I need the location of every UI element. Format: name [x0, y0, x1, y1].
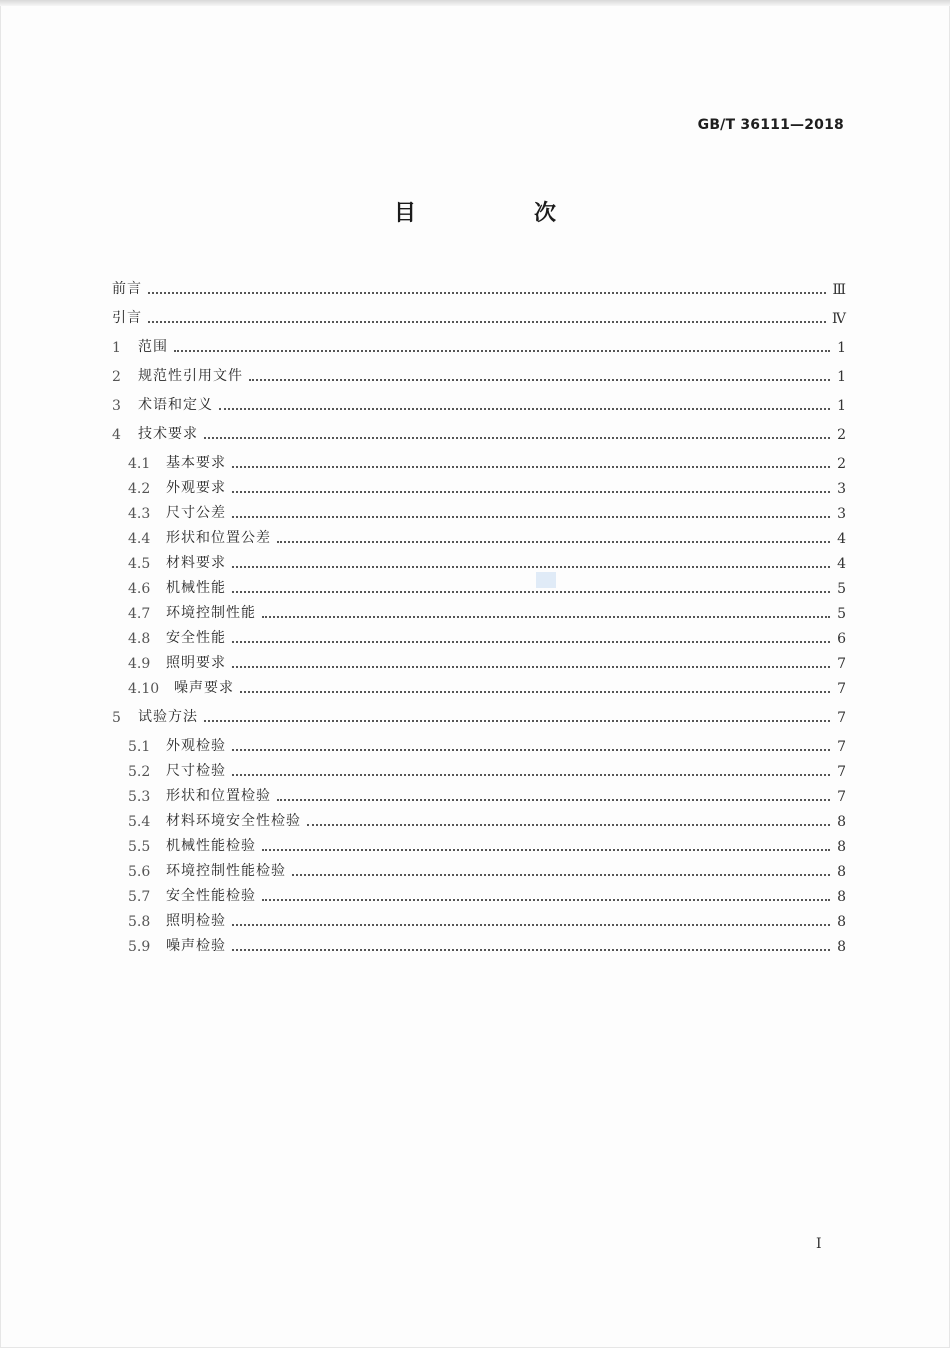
- toc-entry[interactable]: [112, 573, 846, 597]
- toc-dot-leader: [232, 491, 830, 493]
- toc-entry-number: 5.7: [128, 889, 151, 905]
- toc-entry[interactable]: [112, 781, 846, 805]
- toc-entry-label: 术语和定义: [138, 397, 213, 413]
- toc-dot-leader: [262, 899, 830, 901]
- toc-entry-label: 安全性能检验: [166, 888, 256, 904]
- toc-entry[interactable]: [112, 448, 846, 472]
- toc-entry-label: 规范性引用文件: [138, 368, 243, 384]
- scan-artifact: [536, 572, 556, 588]
- page-number: I: [816, 1236, 822, 1252]
- toc-entry[interactable]: [112, 756, 846, 780]
- toc-entry-page: 4: [837, 531, 846, 547]
- toc-entry-number: 5.6: [128, 864, 151, 880]
- toc-entry-page: 2: [837, 427, 846, 443]
- toc-entry-number: 3: [112, 398, 121, 414]
- toc-entry[interactable]: [112, 498, 846, 522]
- toc-entry-label: 技术要求: [138, 426, 198, 442]
- toc-dot-leader: [240, 691, 830, 693]
- toc-entry-label: 试验方法: [138, 709, 198, 725]
- scan-top-edge: [0, 0, 950, 6]
- toc-entry[interactable]: [112, 274, 846, 298]
- toc-entry-label: 机械性能: [166, 580, 226, 596]
- toc-dot-leader: [262, 849, 830, 851]
- toc-entry-label: 噪声要求: [174, 680, 234, 696]
- toc-entry-number: 4.6: [128, 581, 151, 597]
- toc-dot-leader: [232, 666, 830, 668]
- toc-entry-label: 照明检验: [166, 913, 226, 929]
- toc-entry-label: 引言: [112, 310, 142, 326]
- toc-entry-number: 5.4: [128, 814, 151, 830]
- toc-entry-label: 前言: [112, 281, 142, 297]
- toc-entry-number: 5.8: [128, 914, 151, 930]
- toc-entry[interactable]: [112, 831, 846, 855]
- toc-entry[interactable]: [112, 806, 846, 830]
- toc-dot-leader: [232, 749, 830, 751]
- toc-entry[interactable]: [112, 881, 846, 905]
- toc-entry-label: 尺寸检验: [166, 763, 226, 779]
- toc-entry-number: 4: [112, 427, 121, 443]
- toc-entry-number: 5.2: [128, 764, 151, 780]
- toc-dot-leader: [232, 566, 830, 568]
- toc-entry-page: 1: [837, 340, 846, 356]
- toc-dot-leader: [204, 720, 830, 722]
- toc-dot-leader: [262, 616, 830, 618]
- toc-entry-page: 7: [837, 710, 846, 726]
- toc-entry-page: Ⅳ: [832, 311, 846, 327]
- toc-entry[interactable]: [112, 702, 846, 726]
- toc-dot-leader: [204, 437, 830, 439]
- toc-entry[interactable]: [112, 473, 846, 497]
- toc-entry-label: 材料环境安全性检验: [166, 813, 301, 829]
- toc-entry-page: 8: [837, 889, 846, 905]
- toc-entry[interactable]: [112, 906, 846, 930]
- toc-dot-leader: [232, 949, 830, 951]
- toc-entry-page: 1: [837, 398, 846, 414]
- toc-entry-page: 7: [837, 739, 846, 755]
- toc-entry-label: 噪声检验: [166, 938, 226, 954]
- standard-code: GB/T 36111—2018: [697, 117, 844, 133]
- toc-entry[interactable]: [112, 931, 846, 955]
- toc-entry-number: 2: [112, 369, 121, 385]
- toc-dot-leader: [232, 924, 830, 926]
- toc-entry[interactable]: [112, 673, 846, 697]
- toc-entry-number: 4.9: [128, 656, 151, 672]
- toc-entry-number: 5: [112, 710, 121, 726]
- toc-entry-number: 5.5: [128, 839, 151, 855]
- toc-entry[interactable]: [112, 856, 846, 880]
- toc-entry-page: 8: [837, 814, 846, 830]
- toc-entry-page: 2: [837, 456, 846, 472]
- toc-entry[interactable]: [112, 361, 846, 385]
- toc-entry-label: 外观检验: [166, 738, 226, 754]
- toc-dot-leader: [292, 874, 830, 876]
- toc-entry-label: 机械性能检验: [166, 838, 256, 854]
- toc-entry-page: 4: [837, 556, 846, 572]
- toc-entry-number: 4.1: [128, 456, 151, 472]
- toc-title: 目 次: [393, 201, 604, 226]
- toc-dot-leader: [249, 379, 830, 381]
- toc-entry-page: 7: [837, 789, 846, 805]
- toc-entry-page: 1: [837, 369, 846, 385]
- toc-entry-label: 基本要求: [166, 455, 226, 471]
- toc-entry-label: 尺寸公差: [166, 505, 226, 521]
- toc-entry-page: 3: [837, 481, 846, 497]
- toc-entry[interactable]: [112, 648, 846, 672]
- toc-entry-page: 5: [837, 581, 846, 597]
- toc-entry-number: 5.9: [128, 939, 151, 955]
- toc-entry-page: 8: [837, 839, 846, 855]
- toc-dot-leader: [232, 641, 830, 643]
- toc-entry-page: 8: [837, 939, 846, 955]
- toc-entry-number: 4.4: [128, 531, 151, 547]
- toc-entry-number: 4.5: [128, 556, 151, 572]
- toc-dot-leader: [148, 321, 826, 323]
- toc-entry-page: 7: [837, 764, 846, 780]
- toc-entry-label: 形状和位置检验: [166, 788, 271, 804]
- toc-entry[interactable]: [112, 598, 846, 622]
- toc-dot-leader: [148, 292, 826, 294]
- toc-entry[interactable]: [112, 390, 846, 414]
- toc-entry-label: 形状和位置公差: [166, 530, 271, 546]
- toc-entry-label: 外观要求: [166, 480, 226, 496]
- toc-entry-label: 环境控制性能检验: [166, 863, 286, 879]
- toc-dot-leader: [232, 516, 830, 518]
- toc-entry-number: 4.8: [128, 631, 151, 647]
- toc-entry-page: 7: [837, 681, 846, 697]
- toc-entry[interactable]: [112, 548, 846, 572]
- toc-entry-number: 4.3: [128, 506, 151, 522]
- toc-dot-leader: [307, 824, 830, 826]
- toc-entry[interactable]: [112, 419, 846, 443]
- toc-dot-leader: [232, 466, 830, 468]
- toc-entry[interactable]: [112, 731, 846, 755]
- toc-dot-leader: [219, 408, 830, 410]
- toc-entry-number: 4.10: [128, 681, 160, 697]
- toc-entry[interactable]: [112, 623, 846, 647]
- toc-entry-page: Ⅲ: [832, 282, 846, 298]
- toc-entry-number: 1: [112, 340, 121, 356]
- toc-entry-label: 照明要求: [166, 655, 226, 671]
- toc-dot-leader: [277, 541, 830, 543]
- toc-entry-number: 5.1: [128, 739, 151, 755]
- toc-dot-leader: [232, 591, 830, 593]
- toc-entry-page: 5: [837, 606, 846, 622]
- toc-dot-leader: [277, 799, 830, 801]
- toc-entry-page: 8: [837, 914, 846, 930]
- toc-entry-page: 7: [837, 656, 846, 672]
- toc-entry-label: 范围: [138, 339, 168, 355]
- toc-entry-number: 4.7: [128, 606, 151, 622]
- toc-entry[interactable]: [112, 303, 846, 327]
- toc-entry-page: 6: [837, 631, 846, 647]
- toc-entry[interactable]: [112, 523, 846, 547]
- toc-dot-leader: [174, 350, 830, 352]
- toc-dot-leader: [232, 774, 830, 776]
- toc-entry-label: 安全性能: [166, 630, 226, 646]
- toc-entry-label: 环境控制性能: [166, 605, 256, 621]
- toc-entry[interactable]: [112, 332, 846, 356]
- toc-entry-label: 材料要求: [166, 555, 226, 571]
- toc-entry-page: 8: [837, 864, 846, 880]
- toc-entry-number: 5.3: [128, 789, 151, 805]
- toc-entry-number: 4.2: [128, 481, 151, 497]
- toc-entry-page: 3: [837, 506, 846, 522]
